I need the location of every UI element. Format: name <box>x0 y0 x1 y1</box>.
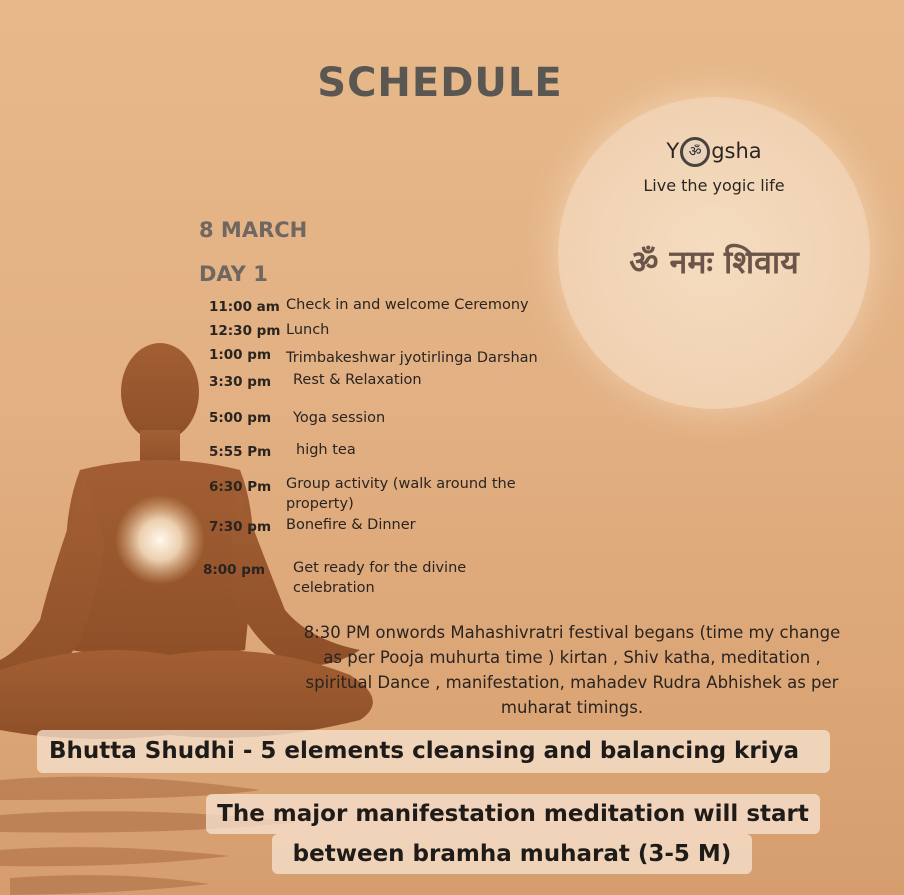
schedule-activity: Group activity (walk around the property) <box>286 476 516 512</box>
bhutta-shudhi-banner: Bhutta Shudhi - 5 elements cleansing and balancing kriya <box>37 730 830 773</box>
schedule-time: 12:30 pm <box>209 323 281 339</box>
meditation-banner-line2: between bramha muharat (3-5 M) <box>272 834 752 874</box>
figure-head <box>121 343 199 441</box>
om-icon: ॐ <box>680 137 710 167</box>
meditation-banner-line1: The major manifestation meditation will start <box>206 794 820 834</box>
mantra-text: ॐ नमः शिवाय <box>629 243 799 281</box>
schedule-activity: Check in and welcome Ceremony <box>286 297 529 313</box>
brand-tagline: Live the yogic life <box>643 176 785 195</box>
schedule-activity: Bonefire & Dinner <box>286 517 416 533</box>
schedule-activity: high tea <box>296 442 356 458</box>
schedule-time: 7:30 pm <box>209 519 272 535</box>
schedule-time: 5:55 Pm <box>209 444 272 460</box>
schedule-time: 8:00 pm <box>203 562 266 578</box>
schedule-date: 8 MARCH <box>199 218 308 242</box>
schedule-time: 1:00 pm <box>209 347 272 363</box>
page-title: SCHEDULE <box>317 60 563 106</box>
schedule-time: 11:00 am <box>209 299 280 315</box>
schedule-activity: Yoga session <box>293 410 386 426</box>
schedule-time: 5:00 pm <box>209 410 272 426</box>
brand-suffix: gsha <box>711 139 762 163</box>
schedule-activity: Lunch <box>286 322 330 338</box>
schedule-activity: Rest & Relaxation <box>293 372 422 388</box>
brand-prefix: Y <box>666 139 680 163</box>
brand-logo <box>558 137 870 167</box>
schedule-activity: Get ready for the divine celebration <box>293 560 467 596</box>
schedule-activity: Trimbakeshwar jyotirlinga Darshan <box>286 350 538 366</box>
moon-circle <box>558 97 870 409</box>
schedule-day: DAY 1 <box>199 262 268 286</box>
chakra-glow <box>115 495 205 585</box>
schedule-time: 3:30 pm <box>209 374 272 390</box>
evening-note: 8:30 PM onwords Mahashivratri festival begans (time my change as per Pooja muhurta time ) kirtan , Shiv katha, meditation , spiritual Dance , manifestation, mahadev Rudra Abhishek as per muharat timings. <box>303 623 841 717</box>
schedule-time: 6:30 Pm <box>209 479 272 495</box>
